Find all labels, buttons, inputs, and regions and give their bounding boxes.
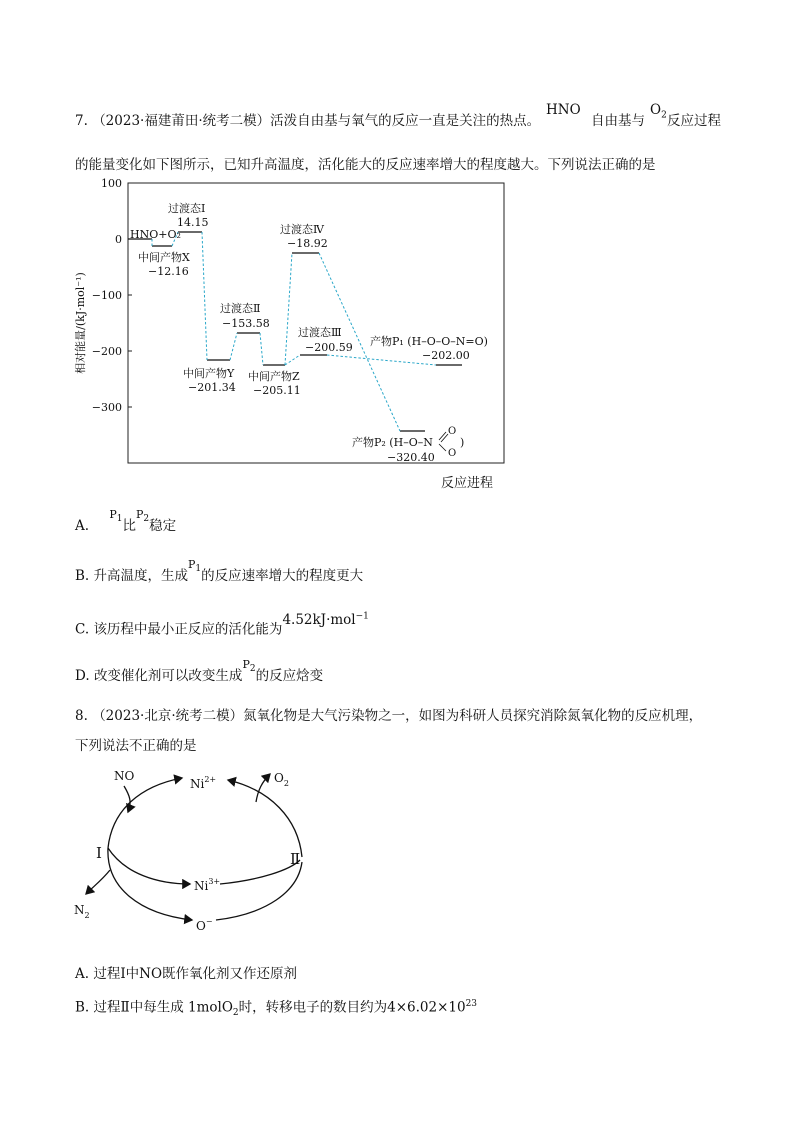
- label-y-name: 中间产物Y: [183, 367, 235, 380]
- label-ni2: $Ni^{2+}$: [190, 775, 217, 791]
- label-x-name: 中间产物X: [138, 251, 190, 264]
- label-ts3-name: 过渡态Ⅲ: [298, 326, 342, 339]
- option-a-p2: P2: [135, 508, 150, 525]
- label-y-energy: −201.34: [188, 381, 236, 394]
- label-z-name: 中间产物Z: [248, 370, 300, 383]
- q7-source: （2023·福建莆田·统考二模）: [92, 113, 271, 129]
- label-p2-close: ): [460, 436, 465, 449]
- q8-stem-line1: [75, 707, 702, 725]
- label-x-energy: −12.16: [148, 265, 189, 278]
- label-ts4-name: 过渡态Ⅳ: [280, 223, 324, 236]
- label-p2-o-top: O: [448, 426, 457, 437]
- arc-i-to-ni2: [108, 778, 182, 848]
- label-ts3-energy: −200.59: [305, 341, 353, 354]
- label-n2: $N_2$: [74, 903, 90, 920]
- q7-species-o2: $O_2$: [650, 102, 667, 121]
- label-p1-energy: −202.00: [422, 349, 470, 362]
- label-ts1-energy: 14.15: [177, 216, 209, 229]
- label-roman-1: Ⅰ: [96, 844, 102, 862]
- q8-number: 8.: [75, 708, 88, 724]
- q7-option-c[interactable]: C. 该历程中最小正反应的活化能为4.52kJ·mol$^{-1}$: [75, 611, 369, 638]
- q7-text-2: 自由基与: [591, 113, 645, 129]
- ytick-neg200: −200: [91, 345, 122, 358]
- energy-diagram: [70, 175, 510, 495]
- ytick-100: 100: [101, 177, 122, 190]
- option-c-value: 4.52kJ·mol$^{-1}$: [282, 611, 369, 628]
- ytick-neg100: −100: [91, 289, 122, 302]
- label-start: HNO+O₂: [130, 228, 181, 241]
- ytick-neg300: −300: [91, 401, 122, 414]
- label-ts1-name: 过渡态Ⅰ: [168, 202, 206, 215]
- q7-text-3: 反应过程: [667, 113, 721, 129]
- q7-stem-line2: 的能量变化如下图所示，已知升高温度，活化能大的反应速率增大的程度越大。下列说法正确的是: [75, 157, 656, 173]
- label-o2: $O_2$: [274, 771, 289, 788]
- label-p2-name: 产物P₂ (H–O–N: [352, 436, 433, 449]
- label-no: NO: [114, 769, 135, 783]
- q7-text-1: 活泼自由基与氧气的反应一直是关注的热点。: [270, 113, 541, 129]
- label-ts4-energy: −18.92: [287, 237, 328, 250]
- q8-option-a[interactable]: A. 过程Ⅰ中NO既作氧化剂又作还原剂: [75, 966, 298, 982]
- q8-text-1: 氮氧化物是大气污染物之一，如图为科研人员探究消除氮氧化物的反应机理，: [243, 708, 703, 724]
- label-p2-o-bottom: O: [448, 448, 457, 459]
- arc-ni3-to-ii: [220, 860, 300, 884]
- q7-number: 7.: [75, 113, 88, 129]
- q7-option-a[interactable]: A. $^{P_1}$比$^{P_2}$稳定: [75, 508, 177, 534]
- label-ominus: O−: [196, 917, 213, 933]
- label-ts2-name: 过渡态Ⅱ: [220, 302, 261, 315]
- label-ts2-energy: −153.58: [222, 317, 270, 330]
- x-axis-label: 反应进程: [441, 476, 494, 491]
- arc-i-to-ni3: [108, 848, 190, 884]
- option-d-p2: P2: [242, 658, 256, 675]
- arc-ii-to-ni2: [228, 780, 302, 857]
- q8-option-b[interactable]: B. 过程Ⅱ中每生成 1molO$_2$时，转移电子的数目约为$4\times 6.02\times 10^{23}$: [75, 999, 478, 1019]
- y-axis-label: 相对能量/(kJ·mol⁻¹): [74, 272, 87, 374]
- arrow-n2-out: [86, 870, 110, 894]
- option-b-p1: P1: [188, 558, 202, 575]
- option-a-p1: P1: [109, 508, 123, 525]
- arc-ominus-to-ii: [216, 862, 302, 920]
- label-ni3: $Ni^{3+}$: [194, 877, 221, 893]
- q8-stem-line2: 下列说法不正确的是: [75, 738, 197, 754]
- q7-option-b[interactable]: B. 升高温度，生成$^{P_1}$的反应速率增大的程度更大: [75, 558, 364, 584]
- q7-species-hno: HNO: [546, 102, 581, 118]
- q7-stem-line1: [75, 112, 540, 130]
- q7-option-d[interactable]: D. 改变催化剂可以改变生成$^{P_2}$的反应焓变: [75, 658, 324, 684]
- label-p1-name: 产物P₁ (H–O–O–N=O): [370, 335, 488, 348]
- label-p2-energy: −320.40: [387, 451, 435, 464]
- label-z-energy: −205.11: [253, 384, 301, 397]
- mechanism-diagram: [70, 762, 340, 942]
- ytick-0: 0: [115, 233, 122, 246]
- q8-source: （2023·北京·统考二模）: [92, 708, 244, 724]
- label-roman-2: Ⅱ: [290, 850, 301, 868]
